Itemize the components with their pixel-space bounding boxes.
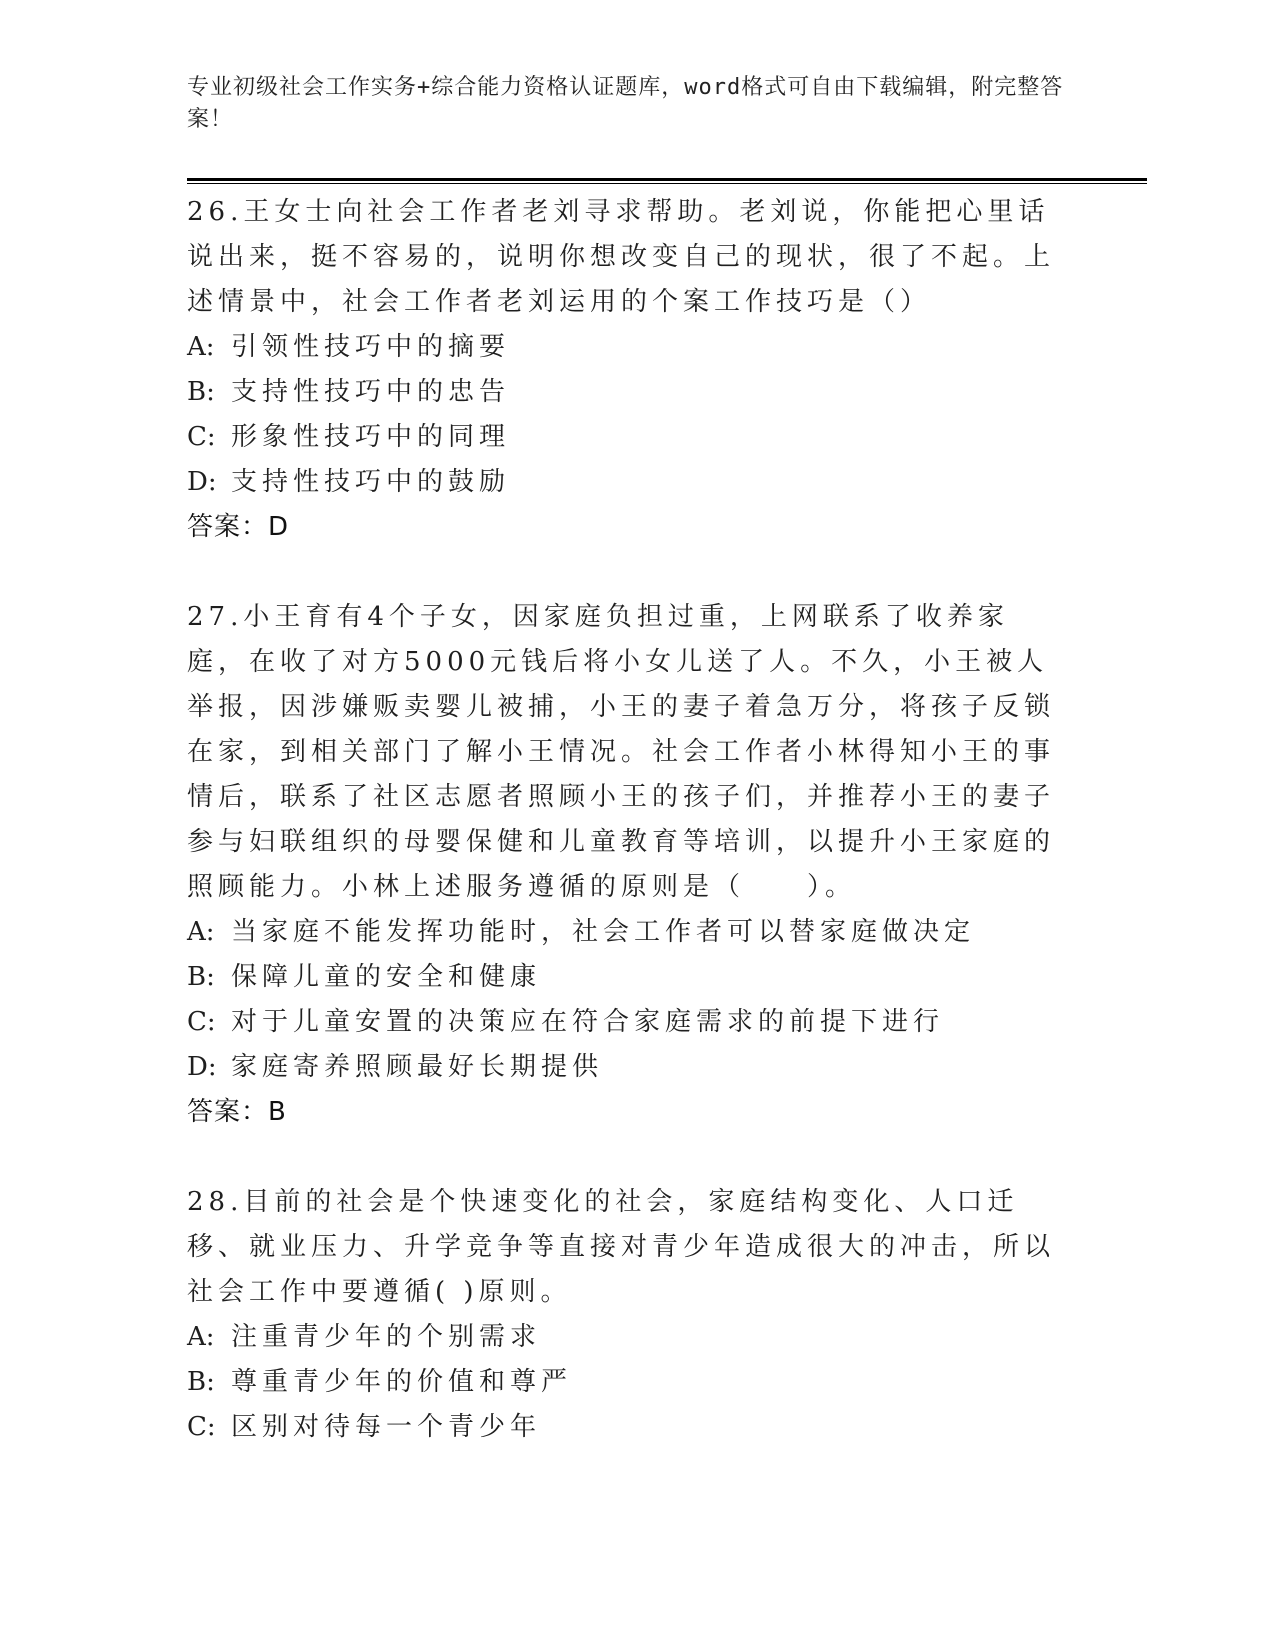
- question-28: [187, 1180, 1067, 1450]
- option-label: D:: [187, 467, 217, 497]
- header-divider-thick: [187, 178, 1147, 181]
- option-text: 支持性技巧中的鼓励: [231, 467, 511, 497]
- option-a: [187, 910, 1067, 955]
- option-b: [187, 955, 1067, 1000]
- option-label: C:: [187, 1412, 216, 1442]
- option-text: 区别对待每一个青少年: [231, 1412, 542, 1442]
- option-label: A:: [187, 332, 215, 362]
- option-text: 对于儿童安置的决策应在符合家庭需求的前提下进行: [231, 1007, 945, 1037]
- question-list: [187, 190, 1067, 1495]
- option-label: D:: [187, 1052, 217, 1082]
- option-label: B:: [187, 1367, 215, 1397]
- question-26: [187, 190, 1067, 550]
- option-label: B:: [187, 377, 215, 407]
- option-c: [187, 1405, 1067, 1450]
- option-c: [187, 1000, 1067, 1045]
- option-text: 当家庭不能发挥功能时，社会工作者可以替家庭做决定: [231, 917, 976, 947]
- option-label: B:: [187, 962, 215, 992]
- option-text: 支持性技巧中的忠告: [231, 377, 511, 407]
- option-d: [187, 1045, 1067, 1090]
- option-text: 形象性技巧中的同理: [231, 422, 511, 452]
- option-b: [187, 370, 1067, 415]
- question-text: 26.王女士向社会工作者老刘寻求帮助。老刘说，你能把心里话说出来，挺不容易的，说明你想改变自己的现状，很了不起。上述情景中，社会工作者老刘运用的个案工作技巧是（）: [187, 197, 1056, 317]
- answer-text: 答案：D: [187, 512, 290, 542]
- option-text: 保障儿童的安全和健康: [231, 962, 542, 992]
- option-b: [187, 1360, 1067, 1405]
- question-text: 28.目前的社会是个快速变化的社会，家庭结构变化、人口迁移、就业压力、升学竞争等直接对青少年造成很大的冲击，所以社会工作中要遵循( )原则。: [187, 1187, 1056, 1307]
- option-label: C:: [187, 422, 216, 452]
- option-label: A:: [187, 917, 215, 947]
- option-text: 引领性技巧中的摘要: [231, 332, 511, 362]
- option-text: 家庭寄养照顾最好长期提供: [231, 1052, 604, 1082]
- option-d: [187, 460, 1067, 505]
- option-c: [187, 415, 1067, 460]
- question-27: [187, 595, 1067, 1135]
- option-a: [187, 325, 1067, 370]
- option-text: 注重青少年的个别需求: [231, 1322, 542, 1352]
- option-text: 尊重青少年的价值和尊严: [231, 1367, 573, 1397]
- document-header: 专业初级社会工作实务+综合能力资格认证题库，word格式可自由下载编辑，附完整答案！: [187, 75, 1064, 132]
- option-label: C:: [187, 1007, 216, 1037]
- question-text: 27.小王育有4个子女，因家庭负担过重，上网联系了收养家庭，在收了对方5000元钱后将小女儿送了人。不久，小王被人举报，因涉嫌贩卖婴儿被捕，小王的妻子着急万分，将孩子反锁在家，到相关部门了解小王情况。社会工作者小林得知小王的事情后，联系了社区志愿者照顾小王的孩子们，并推荐小王的妻子参与妇联组织的母婴保健和儿童教育等培训，以提升小王家庭的照顾能力。小林上述服务遵循的原则是（ ）。: [187, 602, 1056, 902]
- answer-text: 答案：B: [187, 1097, 287, 1127]
- option-a: [187, 1315, 1067, 1360]
- option-label: A:: [187, 1322, 215, 1352]
- header-divider-thin: [187, 183, 1147, 184]
